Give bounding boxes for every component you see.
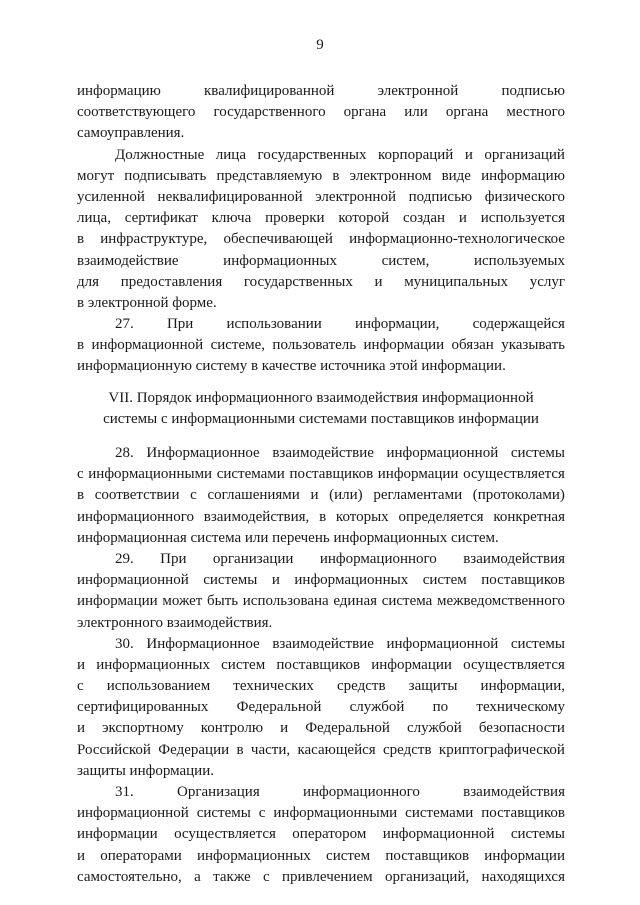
text-line: в инфраструктуре, обеспечивающей информационно-технологическое: [77, 231, 565, 248]
text-line: информационного взаимодействия, в которых определяется конкретная: [77, 508, 565, 525]
text-line: и экспортному контролю и Федеральной службой безопасности: [77, 720, 565, 737]
text-line: информационной системы и информационных систем поставщиков: [77, 572, 565, 589]
text-line: для предоставления государственных и муниципальных услуг: [77, 273, 565, 290]
text-line: сертифицированных Федеральной службой по техническому: [77, 699, 565, 716]
paragraph: [77, 634, 565, 782]
text-line: 31. Организация информационного взаимодействия: [115, 784, 565, 800]
text-line: в электронной форме.: [77, 294, 217, 311]
text-line: и операторами информационных систем поставщиков информации: [77, 847, 565, 864]
paragraph: [77, 782, 565, 888]
text-line: Должностные лица государственных корпораций и организаций: [115, 146, 565, 163]
text-line: информационную систему в качестве источника этой информации.: [77, 358, 506, 375]
text-line: взаимодействие информационных систем, используемых: [77, 252, 565, 269]
text-line: усиленной неквалифицированной электронной подписью физического: [77, 188, 565, 205]
text-line: Российской Федерации в части, касающейся средств криптографической: [77, 741, 565, 758]
text-line: в соответствии с соглашениями и (или) регламентами (протоколами): [77, 487, 565, 504]
heading-line: системы с информационными системами поставщиков информации: [103, 410, 539, 427]
text-line: самостоятельно, а также с привлечением организаций, находящихся: [77, 868, 565, 885]
paragraph: [77, 81, 565, 145]
text-line: 27. При использовании информации, содержащейся: [115, 316, 565, 333]
text-line: с использованием технических средств защиты информации,: [77, 678, 565, 695]
paragraph: [77, 145, 565, 315]
text-line: самоуправления.: [77, 125, 185, 142]
paragraph: [77, 549, 565, 634]
text-line: информации осуществляется оператором информационной системы: [77, 826, 565, 843]
paragraph: [77, 443, 565, 549]
heading-line: VII. Порядок информационного взаимодействия информационной: [108, 389, 534, 406]
text-line: информации может быть использована единая система межведомственного: [77, 593, 565, 610]
text-line: информационной системы с информационными системами поставщиков: [77, 805, 565, 822]
text-line: могут подписывать представляемую в электронном виде информацию: [77, 167, 565, 184]
text-line: 28. Информационное взаимодействие информационной системы: [115, 445, 565, 461]
text-line: информацию квалифицированной электронной подписью: [77, 83, 565, 99]
page-number: 9: [316, 37, 324, 53]
text-line: лица, сертификат ключа проверки которой создан и используется: [77, 210, 565, 227]
document-body: [77, 81, 565, 888]
section-heading: [77, 388, 565, 430]
text-line: электронного взаимодействия.: [77, 614, 273, 631]
text-line: с информационными системами поставщиков информации осуществляется: [77, 466, 565, 483]
text-line: в информационной системе, пользователь информации обязан указывать: [77, 337, 565, 354]
text-line: информационная система или перечень информационных систем.: [77, 529, 499, 546]
text-line: и информационных систем поставщиков информации осуществляется: [77, 656, 565, 673]
text-line: защиты информации.: [77, 762, 214, 779]
paragraph: [77, 314, 565, 378]
text-line: 30. Информационное взаимодействие информационной системы: [115, 635, 565, 652]
text-line: соответствующего государственного органа или органа местного: [77, 104, 565, 121]
text-line: 29. При организации информационного взаимодействия: [115, 550, 565, 567]
